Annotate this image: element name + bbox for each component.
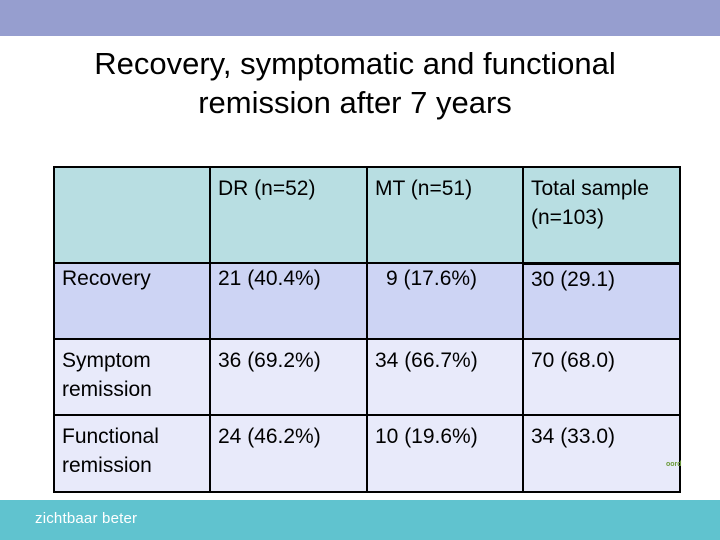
cell-recovery-total: 30 (29.1) (523, 263, 680, 339)
cell-recovery-mt: 9 (17.6%) (367, 263, 523, 339)
logo-fragment: oord (666, 461, 682, 468)
cell-symptom-dr: 36 (69.2%) (210, 339, 367, 415)
cell-symptom-total: 70 (68.0) (523, 339, 680, 415)
top-banner (0, 0, 720, 36)
table-row (54, 263, 680, 339)
cell-functional-mt: 10 (19.6%) (367, 415, 523, 492)
table-row (54, 415, 680, 492)
header-cell-total: Total sample (n=103) (523, 167, 680, 263)
header-cell-empty (54, 167, 210, 263)
row-label-functional-remission: Functional remission (54, 415, 210, 492)
cell-functional-total: 34 (33.0) (523, 415, 680, 492)
results-table (53, 166, 681, 493)
slide-title (40, 44, 670, 122)
row-label-recovery: Recovery (54, 263, 210, 339)
cell-functional-dr: 24 (46.2%) (210, 415, 367, 492)
footer-banner (0, 500, 720, 540)
header-cell-mt: MT (n=51) (367, 167, 523, 263)
row-label-symptom-remission: Symptom remission (54, 339, 210, 415)
footer-slogan: zichtbaar beter (35, 510, 138, 527)
slide-title-line-1: Recovery, symptomatic and functional (94, 46, 616, 81)
cell-symptom-mt: 34 (66.7%) (367, 339, 523, 415)
slide-title-line-2: remission after 7 years (198, 85, 512, 120)
table-row (54, 339, 680, 415)
cell-recovery-dr: 21 (40.4%) (210, 263, 367, 339)
table-header-row (54, 167, 680, 263)
header-cell-dr: DR (n=52) (210, 167, 367, 263)
